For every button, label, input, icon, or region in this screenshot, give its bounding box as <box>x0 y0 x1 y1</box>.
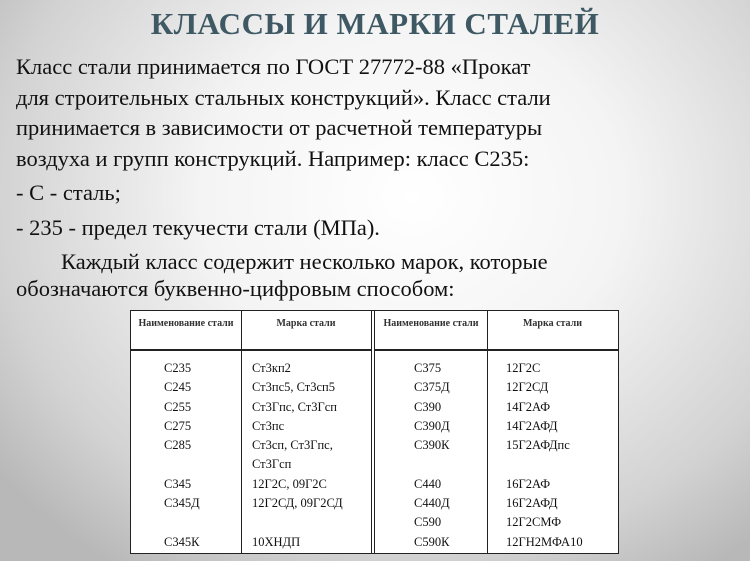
table-body <box>131 359 618 552</box>
class-cell: С345К <box>164 534 200 549</box>
grade-cell: 12ГН2МФА10 <box>506 534 583 549</box>
class-cell: С275 <box>164 418 192 433</box>
table-row <box>131 398 618 417</box>
grade-cell: Ст3Гсп <box>252 457 292 472</box>
table-row <box>131 455 618 474</box>
steel-grades-table <box>130 310 619 554</box>
class-cell: С345 <box>164 476 192 491</box>
class-cell: С245 <box>164 380 192 395</box>
paragraph-line: - 235 - предел текучести стали (МПа). <box>16 214 380 240</box>
grade-cell: 12Г2С, 09Г2С <box>252 476 327 491</box>
intro-paragraph <box>16 52 746 304</box>
grade-cell: 12Г2С <box>506 361 541 375</box>
paragraph-line: обозначаются буквенно-цифровым способом: <box>16 275 455 301</box>
grade-cell: 12Г2СД <box>506 380 549 395</box>
class-cell: С375 <box>414 361 442 375</box>
header-grade: Марка стали <box>487 311 618 351</box>
grade-cell: Ст3пс <box>252 418 285 433</box>
table-row <box>131 513 618 532</box>
table-row <box>131 378 618 397</box>
grade-cell: 12Г2СД, 09Г2СД <box>252 496 343 511</box>
class-cell: С590 <box>414 515 442 530</box>
class-cell: С285 <box>164 438 192 453</box>
grade-cell: 15Г2АФДпс <box>506 438 570 453</box>
class-cell: С345Д <box>164 496 200 511</box>
table-row <box>131 494 618 513</box>
paragraph-line: принимается в зависимости от расчетной температуры <box>16 115 543 140</box>
class-cell: С440 <box>414 476 442 491</box>
header-name: Наименование стали <box>375 311 487 351</box>
grade-cell: 16Г2АФД <box>506 496 558 511</box>
grade-cell: 14Г2АФД <box>506 418 558 433</box>
table-row <box>131 417 618 436</box>
grade-cell: Ст3Гпс, Ст3Гсп <box>252 399 337 414</box>
paragraph-line: для строительных стальных конструкций». Класс стали <box>16 84 551 110</box>
grade-cell: Ст3сп, Ст3Гпс, <box>252 438 333 453</box>
grade-cell: 14Г2АФ <box>506 399 551 414</box>
class-cell: С390К <box>414 438 450 453</box>
grade-cell: 16Г2АФ <box>506 476 551 491</box>
table-row <box>131 436 618 455</box>
table-row <box>131 359 618 378</box>
table-row <box>131 475 618 494</box>
slide-title: КЛАССЫ И МАРКИ СТАЛЕЙ <box>150 6 600 41</box>
class-cell: С375Д <box>414 380 450 395</box>
class-cell: С440Д <box>414 496 450 511</box>
grade-cell: Ст3кп2 <box>252 361 291 375</box>
grade-cell: Ст3пс5, Ст3сп5 <box>252 380 335 395</box>
class-cell: С235 <box>164 361 192 375</box>
class-cell: С390 <box>414 399 442 414</box>
header-name: Наименование стали <box>131 311 241 351</box>
header-grade: Марка стали <box>241 311 371 351</box>
grade-cell: 12Г2СМФ <box>506 515 562 530</box>
table-row <box>131 533 618 552</box>
grade-cell: 10ХНДП <box>252 534 301 549</box>
class-cell: С590К <box>414 534 450 549</box>
paragraph-line: Каждый класс содержит несколько марок, которые <box>16 249 548 274</box>
paragraph-line: - С - сталь; <box>16 180 121 205</box>
class-cell: С390Д <box>414 418 450 433</box>
paragraph-line: воздуха и групп конструкций. Например: класс С235: <box>16 145 530 171</box>
class-cell: С255 <box>164 399 192 414</box>
paragraph-line: Класс стали принимается по ГОСТ 27772-88 «Прокат <box>16 54 531 79</box>
